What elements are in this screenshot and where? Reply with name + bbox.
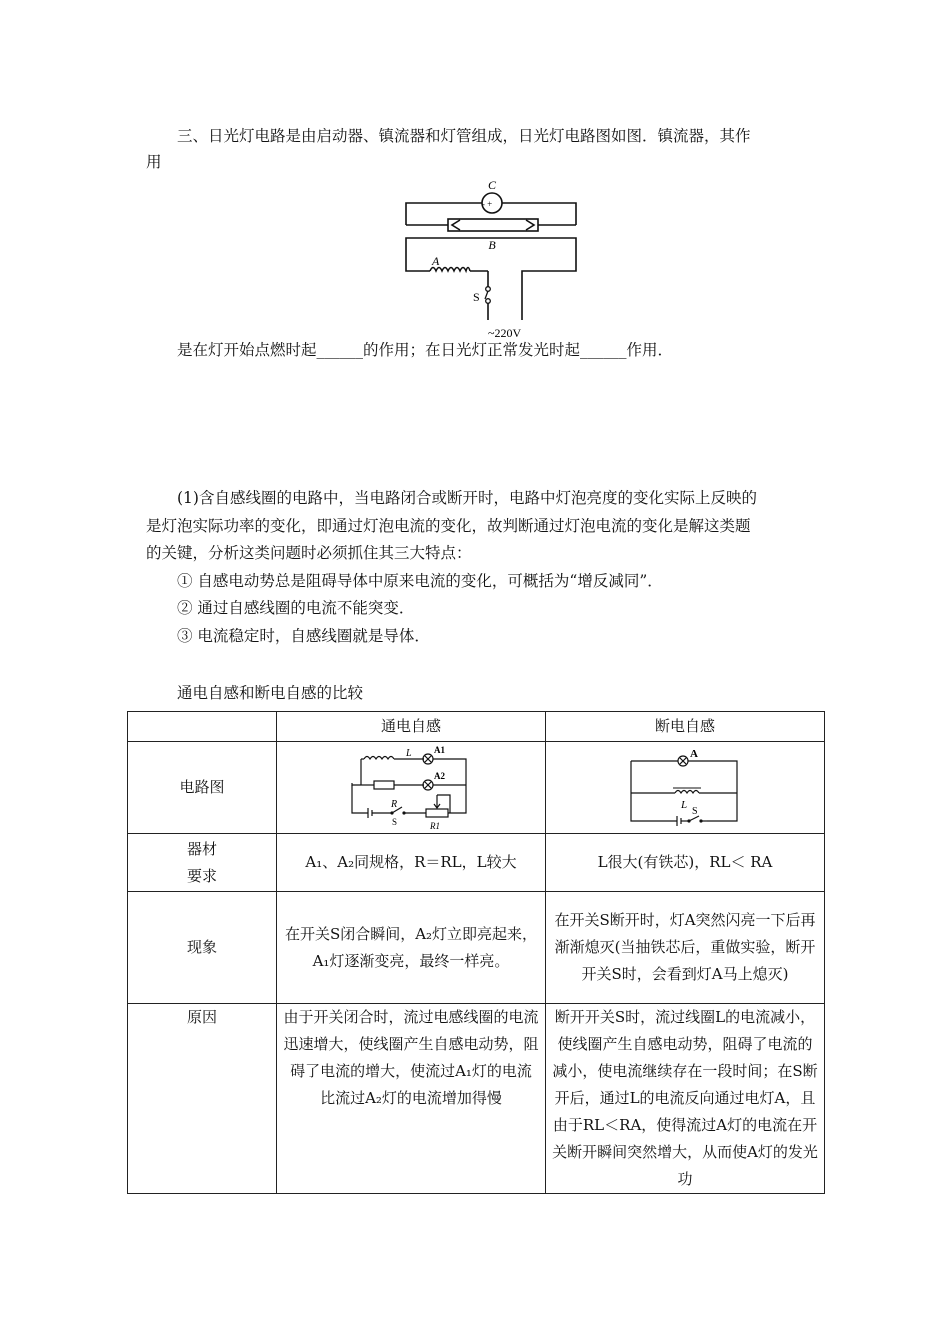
table-header-row [128,712,825,742]
table-corner-cell [128,712,277,742]
label-a: A [432,254,440,268]
reason-on: 由于开关闭合时，流过电感线圈的电流迅速增大，使线圈产生自感电动势，阻碍了电流的增大，使流过A₁灯的电流比流过A₂灯的电流增加得慢 [277,1004,546,1194]
equipment-on: A₁、A₂同规格，R＝RL，L较大 [277,834,546,892]
label-s: S [692,805,698,817]
label-s: S [473,290,480,304]
notes-line3: 的关键，分析这类问题时必须抓住其三大特点： [146,544,472,562]
row-circuit-label: 电路图 [128,742,277,834]
label-b: B [488,238,496,252]
table-row-phenomenon [128,892,825,1004]
label-s: S [392,816,398,827]
circuit-off-cell [546,742,825,834]
label-r1: R1 [430,820,440,831]
notes-line2: 是灯泡实际功率的变化，即通过灯泡电流的变化，故判断通过灯泡电流的变化是解这类题 [146,517,751,535]
table-row-equipment [128,834,825,892]
section3-after-figure: 是在灯开始点燃时起______的作用；在日光灯正常发光时起______作用． [177,341,674,359]
notes-line1: (1)含自感线圈的电路中，当电路闭合或断开时，电路中灯泡亮度的变化实际上反映的 [177,489,757,507]
table-row-reason [128,1004,825,1194]
label-voltage: ~220V [488,326,522,340]
label-c: C [487,178,497,192]
label-l: L [406,747,412,759]
label-a2: A2 [434,770,445,781]
row-equipment-label [128,834,277,892]
reason-off: 断开开关S时，流过线圈L的电流减小，使线圈产生自感电动势，阻碍了电流的减小，使电流继续存在一段时间；在S断开后，通过L的电流反向通过电灯A，且由于RL＜RA，使得流过A灯的电流在开关断开瞬间突然增大，从而使A灯的发光功 [546,1004,825,1194]
label-r: R [391,798,398,810]
table-caption: 通电自感和断电自感的比较 [177,684,364,702]
circuit-on-diagram [346,745,476,831]
row-equipment-label-2: 要求 [186,866,217,885]
notes-item2: ② 通过自感线圈的电流不能突变． [177,599,415,617]
phenomenon-on: 在开关S闭合瞬间，A₂灯立即亮起来，A₁灯逐渐变亮，最终一样亮。 [277,892,546,1004]
section3-line2: 用 [146,153,162,171]
header-power-off: 断电自感 [546,712,825,742]
equipment-off: L很大(有铁芯)，RL＜ RA [546,834,825,892]
fluorescent-circuit-figure [400,175,585,340]
table-row-circuit [128,742,825,834]
row-phenomenon-label: 现象 [128,892,277,1004]
header-power-on: 通电自感 [277,712,546,742]
ballast-coil-icon [430,268,470,272]
phenomenon-off: 在开关S断开时，灯A突然闪亮一下后再渐渐熄灭(当抽铁芯后，重做实验，断开开关S时，会看到灯A马上熄灭) [546,892,825,1004]
circuit-on-cell [277,742,546,834]
notes-item3: ③ 电流稳定时，自感线圈就是导体． [177,627,430,645]
row-equipment-label-1: 器材 [186,839,217,858]
circuit-off-diagram [625,745,745,831]
label-a1: A1 [434,744,445,755]
comparison-table [127,711,825,1194]
row-reason-label: 原因 [128,1004,277,1194]
notes-item1: ① 自感电动势总是阻碍导体中原来电流的变化，可概括为“增反减同”． [177,572,663,590]
section3-line1: 三、日光灯电路是由启动器、镇流器和灯管组成，日光灯电路图如图．镇流器，其作 [177,127,751,145]
label-l: L [681,798,688,811]
svg-text:- +: - + [481,199,493,209]
label-a: A [690,747,698,760]
